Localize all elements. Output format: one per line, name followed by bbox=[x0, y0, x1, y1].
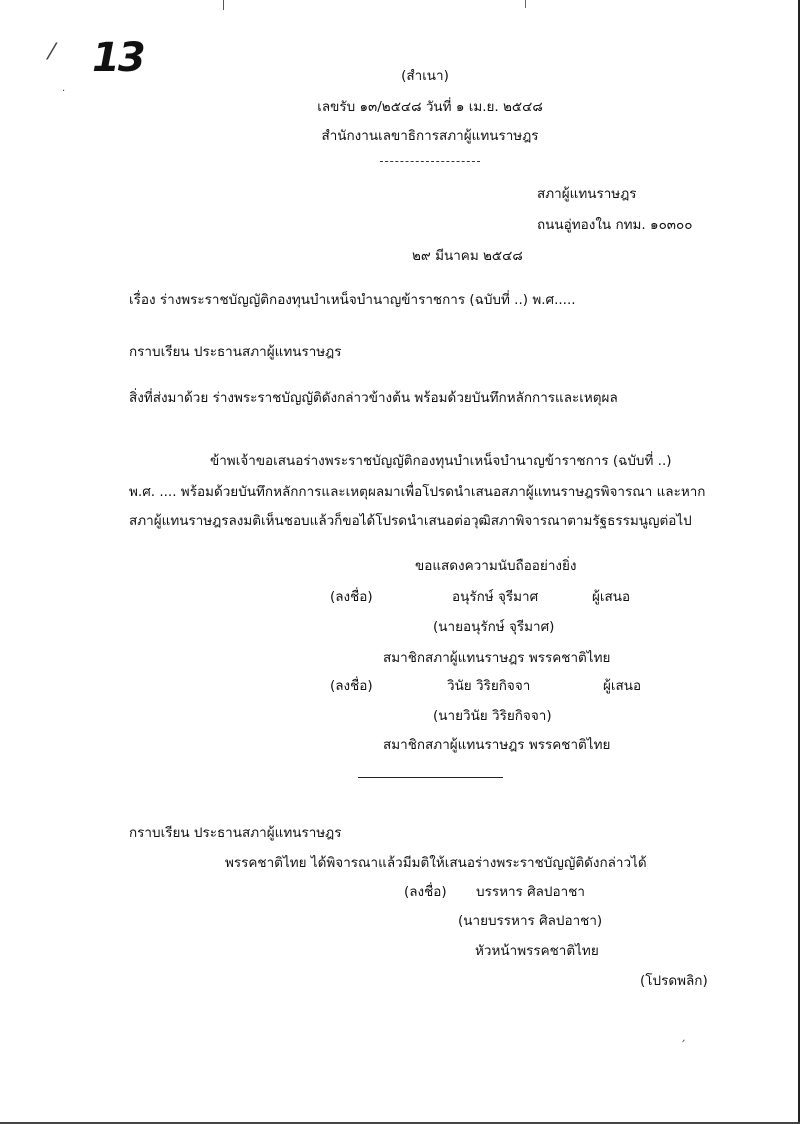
header-divider bbox=[380, 161, 480, 162]
signature: บรรหาร ศิลปอาชา bbox=[476, 884, 585, 900]
endorser-full-name: (นายบรรหาร ศิลปอาชา) bbox=[458, 913, 603, 929]
letter-date: ๒๙ มีนาคม ๒๕๔๘ bbox=[412, 248, 523, 264]
salutation: กราบเรียน ประธานสภาผู้แทนราษฎร bbox=[129, 344, 342, 360]
body-line: ข้าพเจ้าขอเสนอร่างพระราชบัญญัติกองทุนบำเหน็จบำนาญข้าราชการ (ฉบับที่ ..) bbox=[210, 453, 672, 469]
sign-label: (ลงชื่อ) bbox=[404, 884, 447, 900]
sign-label: (ลงชื่อ) bbox=[330, 678, 373, 694]
scan-mark bbox=[525, 0, 526, 8]
signatory-position: สมาชิกสภาผู้แทนราษฎร พรรคชาติไทย bbox=[383, 737, 611, 753]
handwritten-page-number: 13 bbox=[92, 35, 144, 81]
office-name: สำนักงานเลขาธิการสภาผู้แทนราษฎร bbox=[321, 128, 539, 144]
pen-stroke-mark: ⁄ bbox=[50, 40, 54, 65]
pen-dot-mark: · bbox=[62, 86, 66, 97]
page-turn-note: (โปรดพลิก) bbox=[640, 973, 708, 989]
signatory-full-name: (นายวินัย วิริยกิจจา) bbox=[433, 708, 552, 724]
body-line: พ.ศ. .... พร้อมด้วยบันทึกหลักการและเหตุผลมาเพื่อโปรดนำเสนอสภาผู้แทนราษฎรพิจารณา และหาก bbox=[129, 484, 706, 500]
body-line: สภาผู้แทนราษฎรลงมติเห็นชอบแล้วก็ขอได้โปรดนำเสนอต่อวุฒิสภาพิจารณาตามรัฐธรรมนูญต่อไป bbox=[129, 513, 692, 529]
endorsement-text: พรรคชาติไทย ได้พิจารณาแล้วมีมติให้เสนอร่างพระราชบัญญัติดังกล่าวได้ bbox=[225, 855, 647, 871]
endorsement-salutation: กราบเรียน ประธานสภาผู้แทนราษฎร bbox=[129, 825, 342, 841]
sign-label: (ลงชื่อ) bbox=[330, 589, 373, 605]
address-street: ถนนอู่ทองใน กทม. ๑๐๓๐๐ bbox=[537, 217, 693, 233]
subject-line: เรื่อง ร่างพระราชบัญญัติกองทุนบำเหน็จบำนาญข้าราชการ (ฉบับที่ ..) พ.ศ..... bbox=[129, 292, 576, 308]
signature: วินัย วิริยกิจจา bbox=[447, 678, 531, 694]
endorser-position: หัวหน้าพรรคชาติไทย bbox=[475, 943, 599, 959]
signatory-full-name: (นายอนุรักษ์ จุรีมาศ) bbox=[433, 619, 555, 635]
signature: อนุรักษ์ จุรีมาศ bbox=[452, 589, 539, 605]
section-divider bbox=[358, 777, 503, 778]
signatory-role: ผู้เสนอ bbox=[603, 678, 642, 694]
signatory-role: ผู้เสนอ bbox=[592, 589, 631, 605]
closing-phrase: ขอแสดงความนับถืออย่างยิ่ง bbox=[415, 558, 577, 574]
signatory-position: สมาชิกสภาผู้แทนราษฎร พรรคชาติไทย bbox=[383, 650, 611, 666]
scan-mark bbox=[223, 0, 224, 10]
copy-label: (สำเนา) bbox=[401, 68, 449, 84]
receipt-line: เลขรับ ๑๓/๒๕๔๘ วันที่ ๑ เม.ย. ๒๕๔๘ bbox=[317, 99, 543, 115]
pen-dot-mark: ˏ bbox=[680, 1028, 686, 1042]
enclosure-line: สิ่งที่ส่งมาด้วย ร่างพระราชบัญญัติดังกล่าวข้างต้น พร้อมด้วยบันทึกหลักการและเหตุผล bbox=[129, 390, 618, 406]
address-org: สภาผู้แทนราษฎร bbox=[537, 186, 637, 202]
